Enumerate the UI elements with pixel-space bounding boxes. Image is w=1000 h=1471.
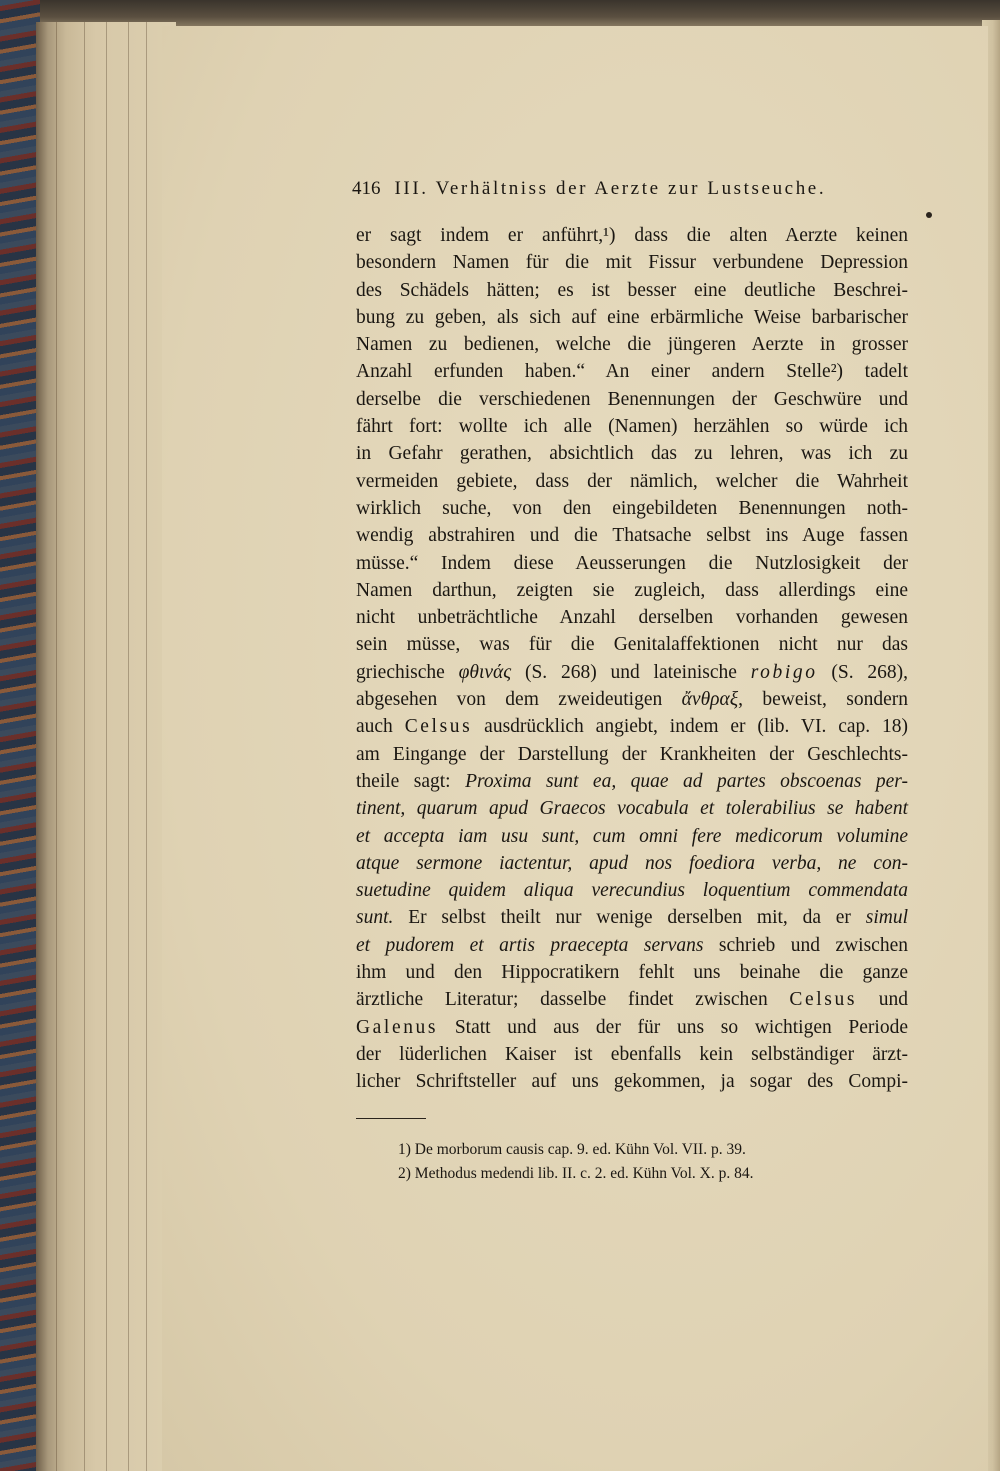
latin-quote: et pudorem et artis praecepta servans xyxy=(356,934,704,956)
ink-spot xyxy=(926,212,932,218)
text-line xyxy=(356,659,908,686)
greek-term: φθινάς xyxy=(458,661,512,683)
text-run: griechische xyxy=(356,661,459,683)
text-line xyxy=(356,795,908,822)
text-run: ärztliche Literatur; dasselbe findet zwischen xyxy=(356,989,790,1011)
text-line xyxy=(356,823,908,850)
text-line: Namen darthun, zeigten sie zugleich, dass allerdings eine xyxy=(356,579,908,601)
latin-quote: Proxima sunt ea, quae ad partes obscoenas per- xyxy=(465,770,908,792)
latin-term: robigo xyxy=(750,661,818,683)
text-line: ihm und den Hippocratikern fehlt uns beinahe die ganze xyxy=(356,962,908,984)
author-name: Celsus xyxy=(404,716,473,738)
text-run: Statt und aus der für uns so wichtigen Periode xyxy=(438,1016,908,1038)
page-stack xyxy=(36,22,176,1471)
page-number: 416 xyxy=(352,178,381,199)
text-line: wirklich suche, von den eingebildeten Benennungen noth- xyxy=(356,497,908,519)
body-text xyxy=(356,222,908,1096)
text-run: Er selbst theilt nur wenige derselben mit, da er xyxy=(393,907,866,929)
running-header xyxy=(352,178,892,200)
text-line: der lüderlichen Kaiser ist ebenfalls kein selbständiger ärzt- xyxy=(356,1043,908,1065)
text-run: (S. 268) und lateinische xyxy=(511,661,751,683)
footnotes xyxy=(398,1138,918,1186)
text-line: derselbe die verschiedenen Benennungen der Geschwüre und xyxy=(356,388,908,410)
text-run: (S. 268), xyxy=(817,661,908,683)
text-run: ausdrücklich angiebt, indem er (lib. VI. cap. 18) xyxy=(472,716,909,738)
text-run: schrieb und zwischen xyxy=(703,934,908,956)
text-line: Anzahl erfunden haben.“ An einer andern Stelle²) tadelt xyxy=(356,361,908,383)
footnote-rule xyxy=(356,1118,426,1119)
text-line: müsse.“ Indem diese Aeusserungen die Nutzlosigkeit der xyxy=(356,552,908,574)
text-line: vermeiden gebiete, dass der nämlich, welcher die Wahrheit xyxy=(356,470,908,492)
text-line: am Eingange der Darstellung der Krankheiten der Geschlechts- xyxy=(356,743,908,765)
author-name: Celsus xyxy=(789,989,858,1011)
text-line: fährt fort: wollte ich alle (Namen) herzählen so würde ich xyxy=(356,416,908,438)
text-line xyxy=(356,932,908,959)
latin-quote: sunt. xyxy=(356,907,394,929)
text-line xyxy=(356,1014,908,1041)
text-line xyxy=(356,986,908,1013)
text-line xyxy=(356,904,908,931)
text-run: abgesehen von dem zweideutigen xyxy=(356,689,682,711)
book-page xyxy=(162,26,988,1471)
text-line xyxy=(356,686,908,713)
text-line: wendig abstrahiren und die Thatsache selbst ins Auge fassen xyxy=(356,525,908,547)
text-line: er sagt indem er anführt,¹) dass die alten Aerzte keinen xyxy=(356,225,908,246)
text-line: sein müsse, was für die Genitalaffektionen nicht nur das xyxy=(356,634,908,656)
text-line: besondern Namen für die mit Fissur verbundene Depression xyxy=(356,252,908,274)
text-run: , beweist, sondern xyxy=(738,689,908,711)
text-line xyxy=(356,713,908,740)
latin-quote: atque sermone iactentur, apud nos foediora verba, ne con- xyxy=(356,852,908,874)
footnote-2: 2) Methodus medendi lib. II. c. 2. ed. Kühn Vol. X. p. 84. xyxy=(398,1165,754,1182)
text-line: Namen zu bedienen, welche die jüngeren Aerzte in grosser xyxy=(356,334,908,356)
text-line xyxy=(356,850,908,877)
latin-quote: et accepta iam usu sunt, cum omni fere medicorum volumine xyxy=(356,825,908,847)
text-line: des Schädels hätten; es ist besser eine deutliche Beschrei- xyxy=(356,279,908,301)
text-run: theile sagt: xyxy=(356,770,466,792)
text-line: bung zu geben, als sich auf eine erbärmliche Weise barbarischer xyxy=(356,306,908,328)
running-title: III. Verhältniss der Aerzte zur Lustseuche. xyxy=(394,178,827,199)
text-line xyxy=(356,768,908,795)
author-name: Galenus xyxy=(356,1016,439,1038)
footnote-1: 1) De morborum causis cap. 9. ed. Kühn Vol. VII. p. 39. xyxy=(398,1141,746,1158)
text-run: auch xyxy=(356,716,405,738)
latin-quote: suetudine quidem aliqua verecundius loquentium commendata xyxy=(356,880,908,902)
latin-quote: simul xyxy=(865,907,908,929)
book-top-edge xyxy=(40,0,1000,28)
greek-term: ἄνθραξ xyxy=(681,689,739,711)
text-line: licher Schriftsteller auf uns gekommen, ja sogar des Compi- xyxy=(356,1071,908,1093)
text-line: nicht unbeträchtliche Anzahl derselben vorhanden gewesen xyxy=(356,607,908,629)
latin-quote: tinent, quarum apud Graecos vocabula et tolerabilius se habent xyxy=(356,798,908,820)
text-run: und xyxy=(857,989,908,1011)
text-line xyxy=(356,877,908,904)
marbled-cover-edge xyxy=(0,0,40,1471)
text-line: in Gefahr gerathen, absichtlich das zu lehren, was ich zu xyxy=(356,443,908,465)
